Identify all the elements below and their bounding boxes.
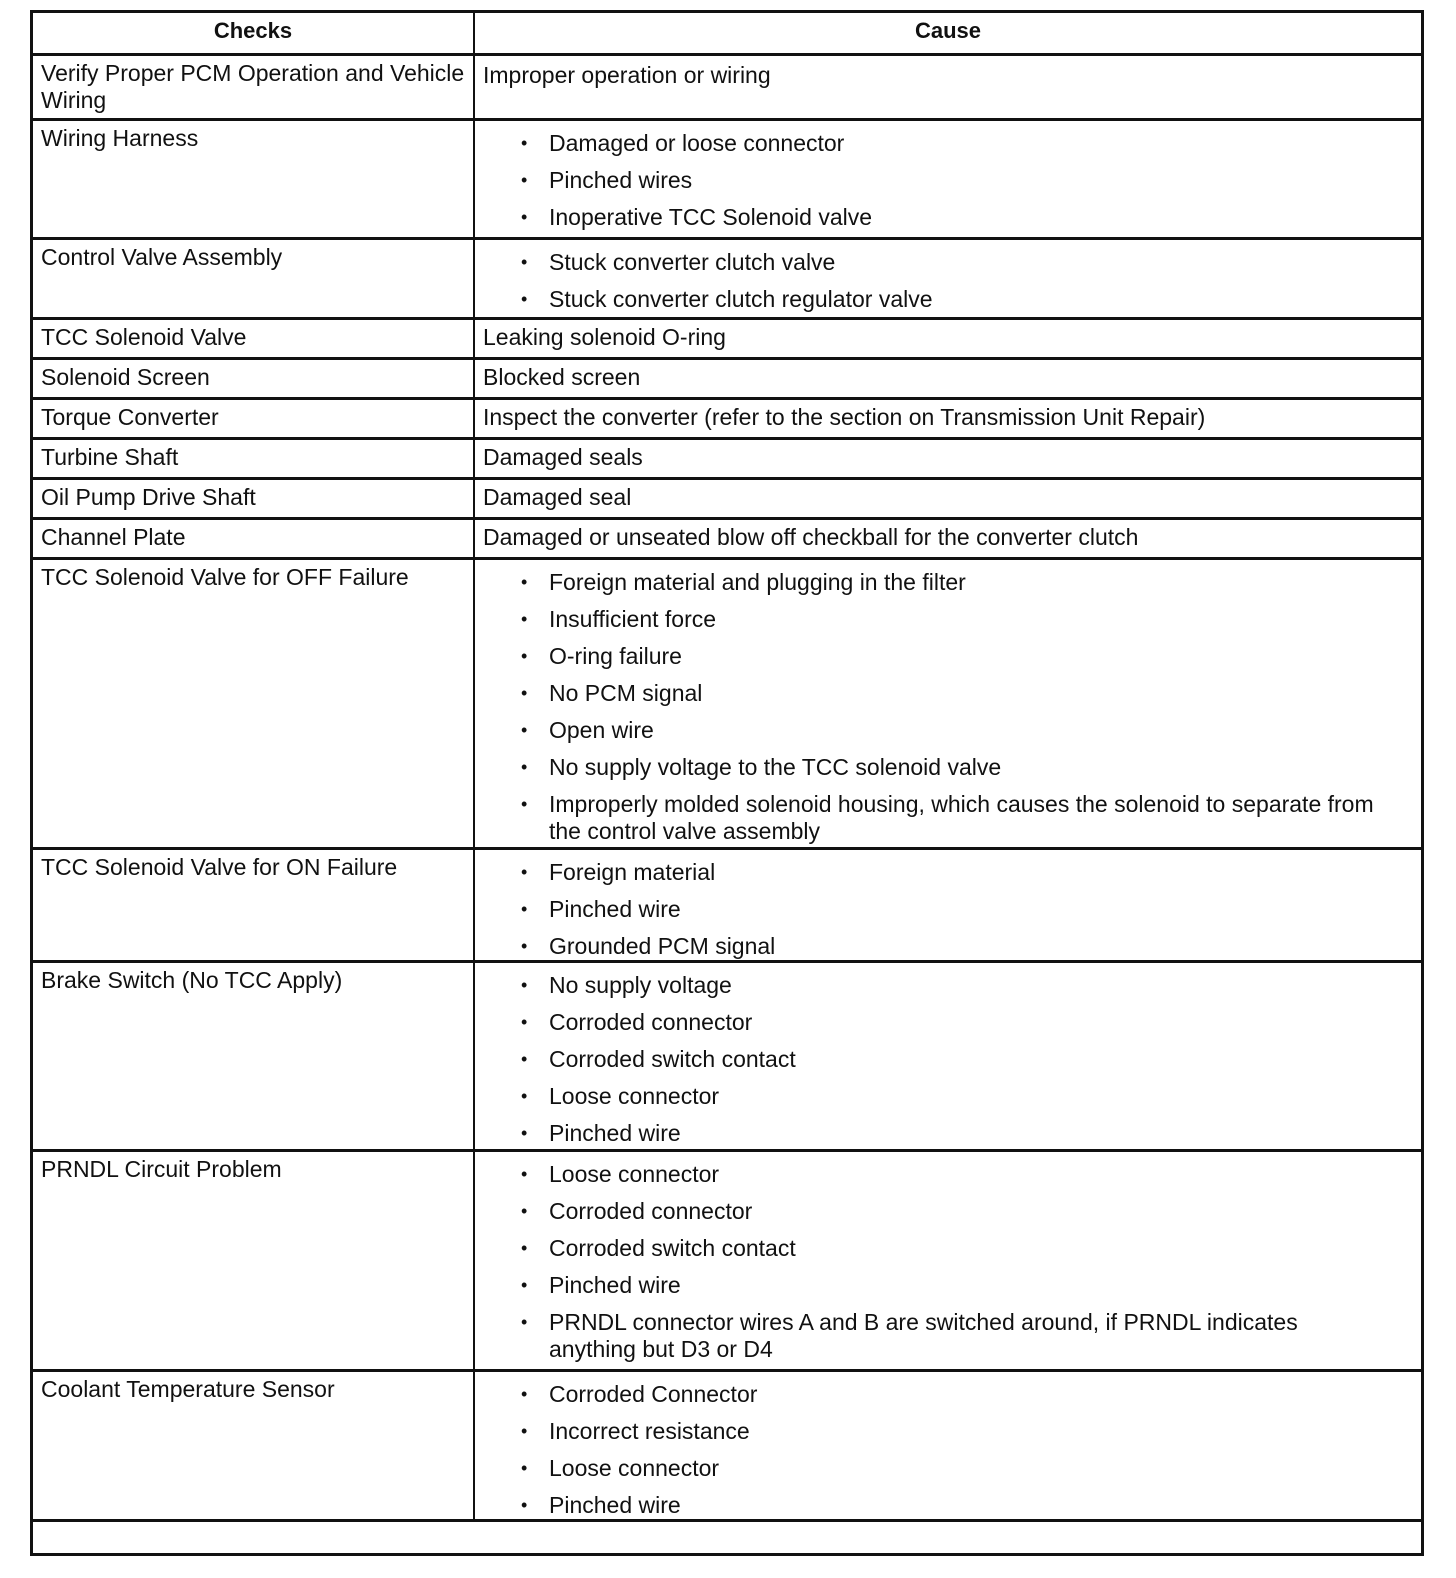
table-row: [33, 847, 1421, 960]
table-row: [33, 317, 1421, 357]
cause-item: • O-ring failure: [483, 643, 1413, 670]
cause-item: • No supply voltage to the TCC solenoid valve: [483, 754, 1413, 781]
cause-cell: Leaking solenoid O-ring: [483, 324, 726, 350]
table-row: [33, 557, 1421, 847]
cause-cell: Improper operation or wiring: [483, 62, 771, 88]
cause-item: • Insufficient force: [483, 606, 1413, 633]
table-row: [33, 237, 1421, 317]
table-footer-row: [33, 1519, 1421, 1553]
cause-item: • Grounded PCM signal: [483, 933, 1413, 960]
check-cell: Control Valve Assembly: [33, 240, 475, 317]
cause-cell: Damaged seals: [483, 444, 643, 470]
check-cell: PRNDL Circuit Problem: [33, 1152, 475, 1369]
cause-item: • Incorrect resistance: [483, 1418, 1413, 1445]
cause-item: • Foreign material and plugging in the filter: [483, 569, 1413, 596]
cause-item: • Corroded connector: [483, 1198, 1413, 1225]
table-row: [33, 477, 1421, 517]
cause-item: • No supply voltage: [483, 972, 1413, 999]
cause-item: • Pinched wire: [483, 1492, 1413, 1519]
check-cell: Torque Converter: [33, 400, 475, 437]
check-cell: Turbine Shaft: [33, 440, 475, 477]
cause-item: • Pinched wires: [483, 167, 1413, 194]
table-row: [33, 1369, 1421, 1519]
cause-item: • Foreign material: [483, 859, 1413, 886]
table-row: [33, 960, 1421, 1149]
cause-cell: [475, 1372, 1421, 1519]
cause-item: • Corroded switch contact: [483, 1235, 1413, 1262]
check-cell: Solenoid Screen: [33, 360, 475, 397]
table-row: [33, 357, 1421, 397]
check-cell: Coolant Temperature Sensor: [33, 1372, 475, 1519]
check-cell: Verify Proper PCM Operation and Vehicle Wiring: [33, 56, 475, 118]
table-row: [33, 118, 1421, 237]
cause-item: • Stuck converter clutch regulator valve: [483, 286, 1413, 313]
cause-item: • Loose connector: [483, 1455, 1413, 1482]
cause-item: • PRNDL connector wires A and B are switched around, if PRNDL indicates anything but D3 or D4: [483, 1309, 1413, 1363]
cause-cell: Damaged seal: [483, 484, 632, 510]
cause-item: • Corroded connector: [483, 1009, 1413, 1036]
cause-cell: [475, 240, 1421, 317]
header-checks: Checks: [33, 13, 475, 53]
check-cell: TCC Solenoid Valve: [33, 320, 475, 357]
cause-item: • Open wire: [483, 717, 1413, 744]
troubleshooting-table: [30, 10, 1424, 1556]
cause-item: • Loose connector: [483, 1161, 1413, 1188]
cause-item: • Inoperative TCC Solenoid valve: [483, 204, 1413, 231]
table-row: [33, 517, 1421, 557]
cause-cell: [475, 963, 1421, 1149]
cause-cell: Inspect the converter (refer to the section on Transmission Unit Repair): [483, 404, 1206, 430]
cause-cell: [475, 560, 1421, 847]
cause-cell: [475, 850, 1421, 960]
cause-item: • Pinched wire: [483, 1120, 1413, 1147]
check-cell: Channel Plate: [33, 520, 475, 557]
check-cell: TCC Solenoid Valve for OFF Failure: [33, 560, 475, 847]
cause-cell: Damaged or unseated blow off checkball for the converter clutch: [483, 524, 1139, 550]
cause-cell: [475, 121, 1421, 237]
table-row: [33, 437, 1421, 477]
table-row: [33, 1149, 1421, 1369]
table-row: [33, 53, 1421, 118]
header-cause: Cause: [914, 18, 982, 43]
cause-cell: [475, 1152, 1421, 1369]
cause-item: • Improperly molded solenoid housing, which causes the solenoid to separate from the control valve assembly: [483, 791, 1413, 845]
cause-item: • Corroded switch contact: [483, 1046, 1413, 1073]
cause-item: • Corroded Connector: [483, 1381, 1413, 1408]
check-cell: Wiring Harness: [33, 121, 475, 237]
table-header-row: [33, 13, 1421, 53]
cause-item: • Pinched wire: [483, 896, 1413, 923]
cause-item: • Damaged or loose connector: [483, 130, 1413, 157]
cause-item: • No PCM signal: [483, 680, 1413, 707]
cause-item: • Loose connector: [483, 1083, 1413, 1110]
table-row: [33, 397, 1421, 437]
check-cell: Brake Switch (No TCC Apply): [33, 963, 475, 1149]
cause-item: • Stuck converter clutch valve: [483, 249, 1413, 276]
check-cell: Oil Pump Drive Shaft: [33, 480, 475, 517]
cause-cell: Blocked screen: [483, 364, 641, 390]
cause-item: • Pinched wire: [483, 1272, 1413, 1299]
check-cell: TCC Solenoid Valve for ON Failure: [33, 850, 475, 960]
